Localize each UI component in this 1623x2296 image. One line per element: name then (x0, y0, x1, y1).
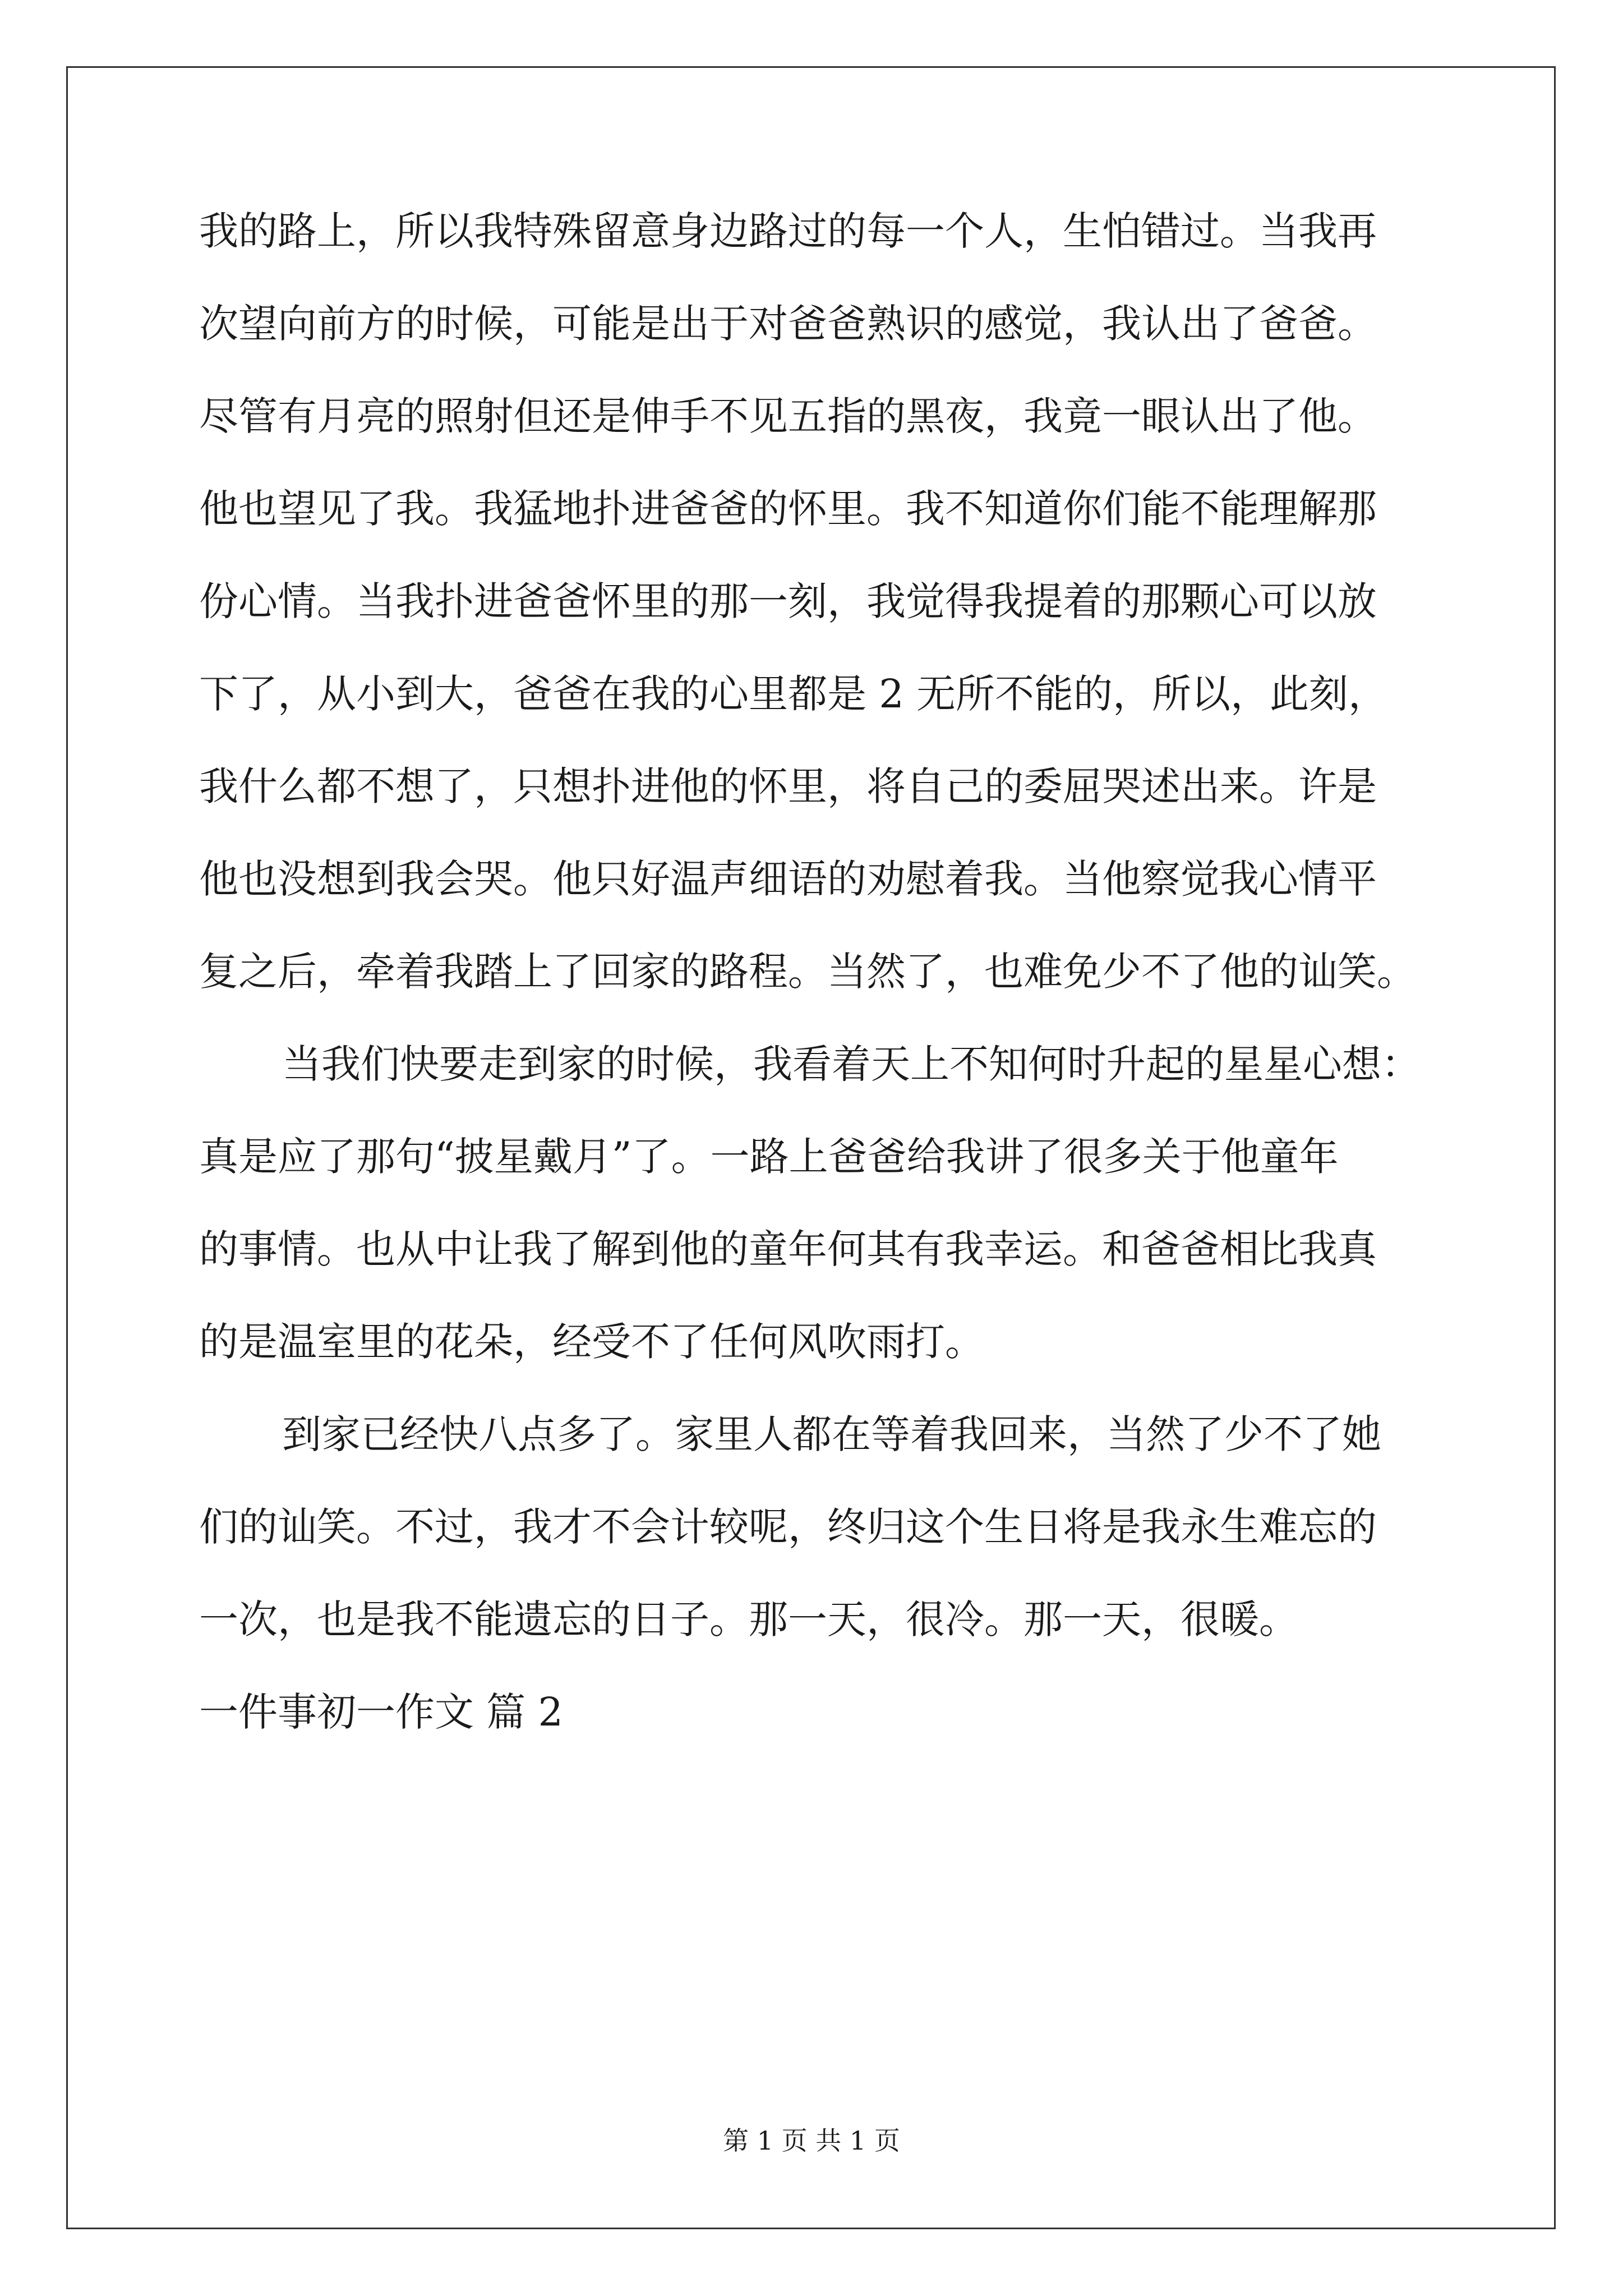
text-line-12: 的事情。也从中让我了解到他的童年何其有我幸运。和爸爸相比我真 (199, 1226, 1377, 1272)
text-line-8: 他也没想到我会哭。他只好温声细语的劝慰着我。当他察觉我心情平 (199, 856, 1377, 902)
essay-body (199, 209, 1433, 1734)
text-line-7: 我什么都不想了，只想扑进他的怀里，将自己的委屈哭述出来。许是 (199, 763, 1377, 809)
text-line-10: 当我们快要走到家的时候，我看着天上不知何时升起的星星心想： (282, 1041, 1421, 1087)
text-line-13: 的是温室里的花朵，经受不了任何风吹雨打。 (199, 1319, 984, 1365)
text-line-3: 尽管有月亮的照射但还是伸手不见五指的黑夜，我竟一眼认出了他。 (199, 393, 1377, 439)
text-line-5: 份心情。当我扑进爸爸怀里的那一刻，我觉得我提着的那颗心可以放 (199, 578, 1377, 624)
text-line-16: 一次，也是我不能遗忘的日子。那一天，很冷。那一天，很暖。 (199, 1596, 1298, 1642)
text-line-15: 们的讪笑。不过，我才不会计较呢，终归这个生日将是我永生难忘的 (199, 1504, 1377, 1550)
text-line-2: 次望向前方的时候，可能是出于对爸爸熟识的感觉，我认出了爸爸。 (199, 301, 1377, 347)
text-line-6: 下了，从小到大，爸爸在我的心里都是 2 无所不能的，所以，此刻， (199, 671, 1388, 717)
text-line-14: 到家已经快八点多了。家里人都在等着我回来，当然了少不了她 (282, 1411, 1381, 1457)
section-heading: 一件事初一作文 篇 2 (199, 1689, 564, 1735)
text-line-11: 真是应了那句“披星戴月”了。一路上爸爸给我讲了很多关于他童年 (199, 1134, 1339, 1180)
page-footer: 第 1 页 共 1 页 (723, 2125, 900, 2156)
text-line-4: 他也望见了我。我猛地扑进爸爸的怀里。我不知道你们能不能理解那 (199, 486, 1377, 532)
text-line-1: 我的路上，所以我特殊留意身边路过的每一个人，生怕错过。当我再 (199, 208, 1377, 254)
text-line-9: 复之后，牵着我踏上了回家的路程。当然了，也难免少不了他的讪笑。 (199, 949, 1416, 995)
